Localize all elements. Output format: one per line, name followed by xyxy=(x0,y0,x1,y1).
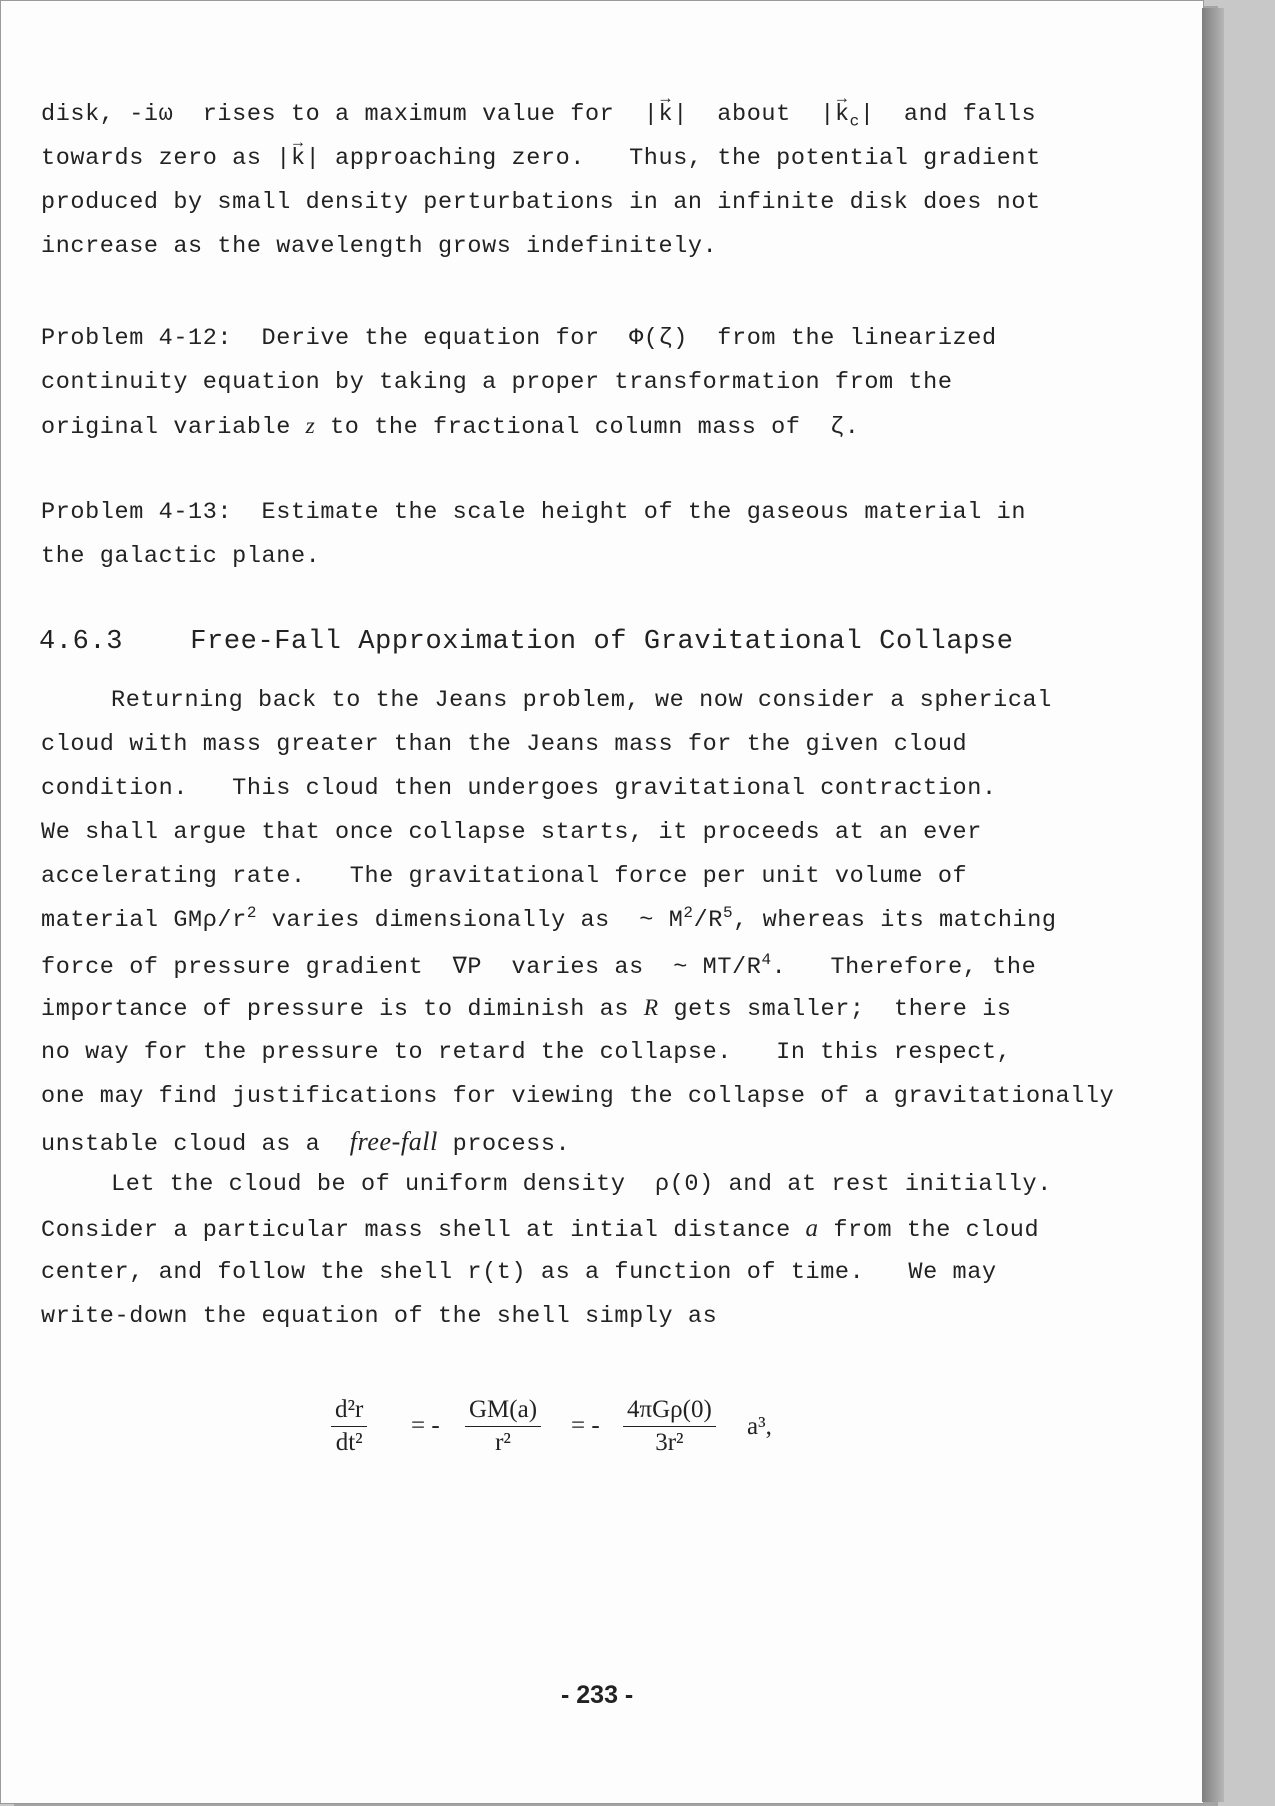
eq-tail: a³, xyxy=(747,1413,772,1440)
superscript: 2 xyxy=(246,904,258,923)
section-heading xyxy=(39,627,1014,657)
eq-middle-fraction xyxy=(465,1396,541,1457)
eq-lhs-fraction xyxy=(331,1396,367,1457)
eq-middle-denominator: r² xyxy=(495,1429,511,1456)
para1-line-10: one may find justifications for viewing the collapse of a gravitationally xyxy=(41,1083,1115,1110)
para1-line-3: condition. This cloud then undergoes gravitational contraction. xyxy=(41,775,997,802)
text-line-1: disk, -iω rises to a maximum value for |→ k| about |→ $k_c|$ and falls xyxy=(41,101,1036,128)
text-segment: original variable xyxy=(41,414,306,441)
text-segment: towards zero as xyxy=(41,145,262,172)
eq-right-fraction xyxy=(623,1396,716,1457)
text-segment: force of pressure gradient ∇P varies as ~ MT/R xyxy=(41,954,762,981)
text-line-4: increase as the wavelength grows indefinitely. xyxy=(41,233,718,260)
problem-4-12-line-2: continuity equation by taking a proper transformation from the xyxy=(41,369,953,396)
text-segment: to the fractional column mass of ζ. xyxy=(315,414,860,441)
problem-4-12-line-3 xyxy=(41,413,859,441)
para1-line-6 xyxy=(41,904,1057,934)
para1-line-7 xyxy=(41,951,1036,981)
problem-4-13-line-2: the galactic plane. xyxy=(41,543,321,570)
problem-4-12-line-1: Problem 4-12: Derive the equation for Φ(ζ) from the linearized xyxy=(41,325,997,352)
para1-line-4: We shall argue that once collapse starts, it proceeds at an ever xyxy=(41,819,982,846)
free-fall-term: free-fall xyxy=(349,1127,438,1156)
page-edge-shadow xyxy=(1202,8,1224,1802)
para2-line-1: Let the cloud be of uniform density ρ(0) and at rest initially. xyxy=(111,1171,1052,1198)
text-segment: /R xyxy=(693,907,723,934)
text-segment: and falls xyxy=(874,101,1037,128)
para1-line-5: accelerating rate. The gravitational force per unit volume of xyxy=(41,863,968,890)
text-segment: disk, -iω rises to a maximum value for xyxy=(41,101,615,128)
kc-vector: → k xyxy=(835,101,850,128)
eq-lhs-denominator: dt² xyxy=(335,1429,363,1456)
eq-lhs-numerator: d²r xyxy=(331,1396,367,1427)
eq-equals-1: = - xyxy=(411,1412,440,1439)
para1-line-8 xyxy=(41,995,1012,1023)
text-segment: importance of pressure is to diminish as xyxy=(41,996,644,1023)
page-number: - 233 - xyxy=(561,1681,634,1709)
para1-line-1: Returning back to the Jeans problem, we now consider a spherical xyxy=(111,687,1052,714)
eq-middle-numerator: GM(a) xyxy=(465,1396,541,1427)
para1-line-11 xyxy=(41,1127,570,1158)
variable-z: z xyxy=(305,413,316,439)
text-segment: , whereas its matching xyxy=(733,907,1057,934)
section-title: Free-Fall Approximation of Gravitational Collapse xyxy=(190,627,1014,657)
superscript: 4 xyxy=(761,951,772,970)
para1-line-2: cloud with mass greater than the Jeans mass for the given cloud xyxy=(41,731,968,758)
text-segment: Consider a particular mass shell at intial distance xyxy=(41,1217,806,1244)
text-segment: varies dimensionally as ~ M xyxy=(257,907,684,934)
para2-line-2 xyxy=(41,1215,1039,1244)
text-segment: unstable cloud as a xyxy=(41,1131,350,1158)
text-line-2: towards zero as |→ k| approaching zero. Thus, the potential gradient xyxy=(41,145,1041,172)
k-vector: → k xyxy=(659,101,674,128)
subscript-c: c xyxy=(849,112,860,131)
superscript: 2 xyxy=(683,904,694,923)
text-segment: gets smaller; there is xyxy=(658,996,1012,1023)
eq-right-denominator: 3r² xyxy=(655,1429,684,1456)
text-line-3: produced by small density perturbations in an infinite disk does not xyxy=(41,189,1041,216)
eq-equals-2: = - xyxy=(571,1412,600,1439)
text-segment: approaching zero. Thus, the potential gradient xyxy=(320,145,1041,172)
text-segment: process. xyxy=(437,1131,571,1158)
superscript: 5 xyxy=(723,904,734,923)
text-segment: about xyxy=(687,101,791,128)
para2-line-4: write-down the equation of the shell simply as xyxy=(41,1303,718,1330)
text-segment: . Therefore, the xyxy=(771,954,1037,981)
problem-4-13-line-1: Problem 4-13: Estimate the scale height of the gaseous material in xyxy=(41,499,1027,526)
text-segment: from the cloud xyxy=(818,1217,1040,1244)
variable-R: R xyxy=(643,995,659,1021)
para2-line-3: center, and follow the shell r(t) as a function of time. We may xyxy=(41,1259,997,1286)
k-vector: → k xyxy=(291,145,306,172)
eq-right-numerator: 4πGρ(0) xyxy=(623,1396,716,1427)
section-number: 4.6.3 xyxy=(39,627,124,657)
para1-line-9: no way for the pressure to retard the collapse. In this respect, xyxy=(41,1039,1012,1066)
variable-a: a xyxy=(805,1215,819,1242)
text-segment: material GMρ/r xyxy=(41,907,247,934)
